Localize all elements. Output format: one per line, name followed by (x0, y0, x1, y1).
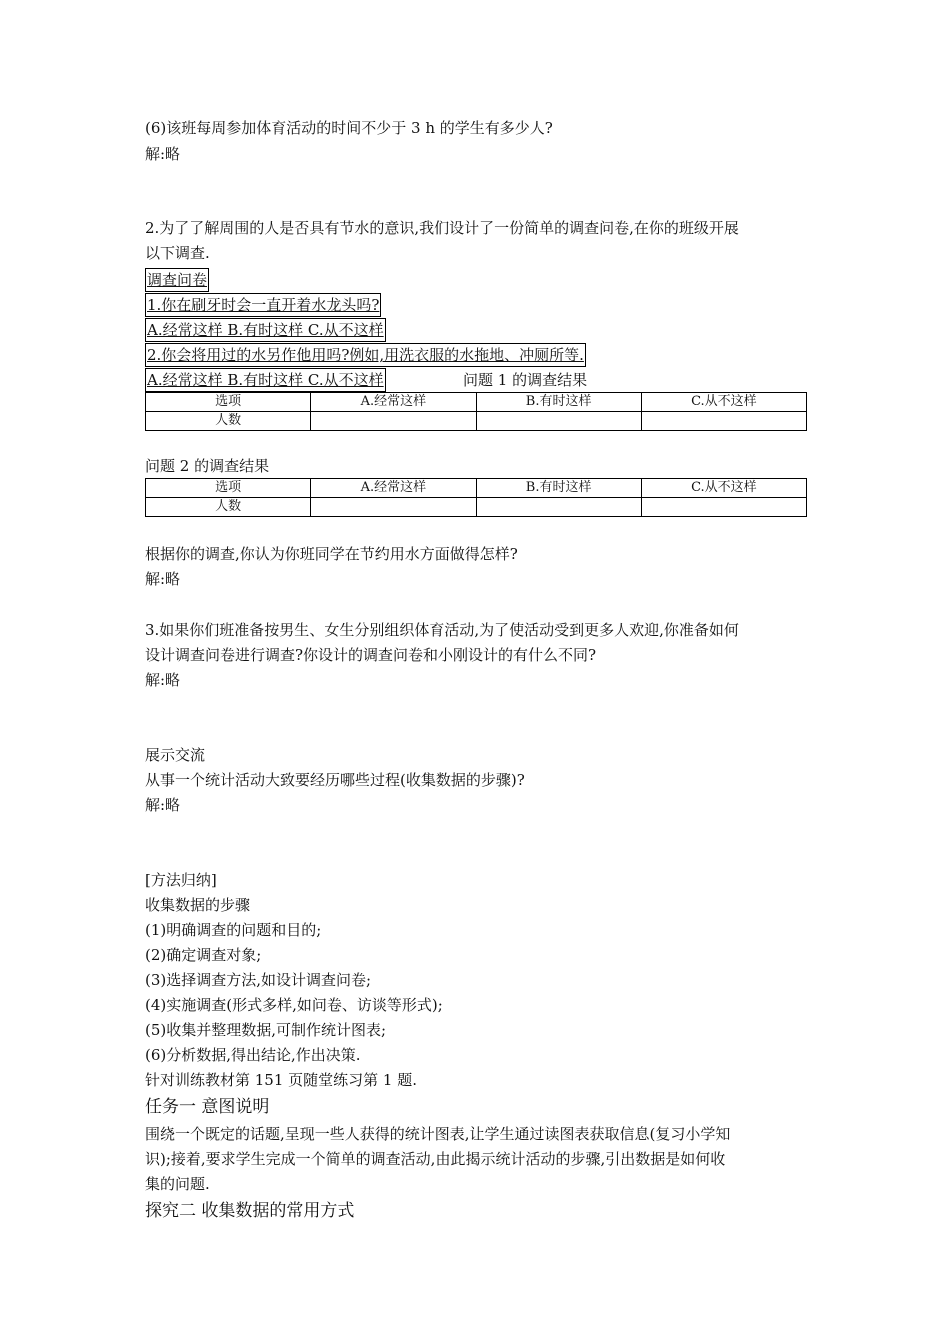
task-1-title: 任务一 意图说明 (145, 1097, 270, 1117)
answer-line: 解:略 (145, 671, 181, 689)
table-header-cell: A.经常这样 (311, 393, 476, 412)
result-2-table (145, 478, 807, 517)
table-header-cell: C.从不这样 (641, 393, 806, 412)
question-3-line1: 3.如果你们班准备按男生、女生分别组织体育活动,为了使活动受到更多人欢迎,你准备如何 (145, 621, 739, 639)
table-cell (476, 498, 641, 517)
table-cell (476, 412, 641, 431)
question-6: (6)该班每周参加体育活动的时间不少于 3 h 的学生有多少人? (145, 119, 553, 137)
table-header-cell: C.从不这样 (641, 479, 806, 498)
table-row (146, 393, 807, 412)
method-subtitle: 收集数据的步骤 (145, 896, 251, 914)
answer-line: 解:略 (145, 796, 181, 814)
method-step: (1)明确调查的问题和目的; (145, 921, 322, 939)
table-row (146, 412, 807, 431)
survey-question-1: 1.你在刷牙时会一直开着水龙头吗? (145, 293, 381, 317)
answer-line: 解:略 (145, 570, 181, 588)
task-1-line2: 识);接着,要求学生完成一个简单的调查活动,由此揭示统计活动的步骤,引出数据是如何收 (145, 1150, 726, 1168)
table-cell (641, 412, 806, 431)
method-title: [方法归纳] (145, 871, 217, 889)
survey-question-1-options: A.经常这样 B.有时这样 C.从不这样 (145, 318, 386, 342)
survey-question-2: 2.你会将用过的水另作他用吗?例如,用洗衣服的水拖地、冲厕所等. (145, 343, 586, 367)
survey-title: 调查问卷 (145, 268, 209, 292)
method-step: (6)分析数据,得出结论,作出决策. (145, 1046, 361, 1064)
show-exchange-question: 从事一个统计活动大致要经历哪些过程(收集数据的步骤)? (145, 771, 525, 789)
table-cell (311, 412, 476, 431)
result-1-label: 问题 1 的调查结果 (463, 371, 588, 389)
result-2-label: 问题 2 的调查结果 (145, 457, 270, 475)
explore-2-title: 探究二 收集数据的常用方式 (145, 1201, 355, 1221)
method-step: (3)选择调查方法,如设计调查问卷; (145, 971, 372, 989)
table-row-label: 人数 (146, 498, 311, 517)
result-1-table (145, 392, 807, 431)
table-header-cell: A.经常这样 (311, 479, 476, 498)
table-header-cell: B.有时这样 (476, 479, 641, 498)
task-1-line1: 围绕一个既定的话题,呈现一些人获得的统计图表,让学生通过读图表获取信息(复习小学知 (145, 1125, 731, 1143)
table-cell (311, 498, 476, 517)
answer-line: 解:略 (145, 145, 181, 163)
table-header-cell: 选项 (146, 393, 311, 412)
method-step: (2)确定调查对象; (145, 946, 262, 964)
table-cell (641, 498, 806, 517)
question-after-tables: 根据你的调查,你认为你班同学在节约用水方面做得怎样? (145, 545, 518, 563)
table-header-cell: 选项 (146, 479, 311, 498)
table-row (146, 479, 807, 498)
survey-question-2-options: A.经常这样 B.有时这样 C.从不这样 (145, 368, 386, 392)
method-step: (5)收集并整理数据,可制作统计图表; (145, 1021, 387, 1039)
question-2-line1: 2.为了了解周围的人是否具有节水的意识,我们设计了一份简单的调查问卷,在你的班级开展 (145, 219, 739, 237)
table-header-cell: B.有时这样 (476, 393, 641, 412)
method-step: (4)实施调查(形式多样,如问卷、访谈等形式); (145, 996, 443, 1014)
show-exchange-title: 展示交流 (145, 746, 206, 764)
question-3-line2: 设计调查问卷进行调查?你设计的调查问卷和小刚设计的有什么不同? (145, 646, 597, 664)
table-row-label: 人数 (146, 412, 311, 431)
table-row (146, 498, 807, 517)
question-2-line2: 以下调查. (145, 244, 210, 262)
practice-note: 针对训练教材第 151 页随堂练习第 1 题. (145, 1071, 418, 1089)
task-1-line3: 集的问题. (145, 1175, 210, 1193)
